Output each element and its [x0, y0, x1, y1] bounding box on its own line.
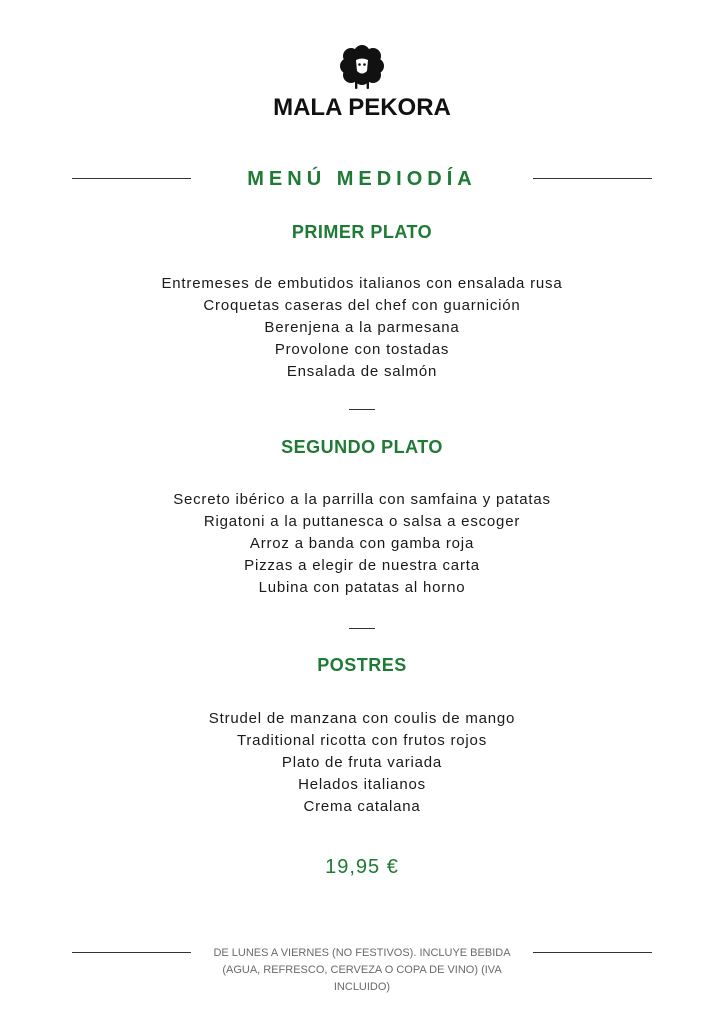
postres-list: [0, 708, 724, 818]
list-item: Traditional ricotta con frutos rojos: [236, 732, 487, 749]
list-item: Arroz a banda con gamba roja: [249, 535, 475, 552]
list-item: Entremeses de embutidos italianos con ensalada rusa: [161, 275, 563, 292]
list-item: Pizzas a elegir de nuestra carta: [244, 557, 480, 574]
list-item: Lubina con patatas al horno: [258, 579, 466, 596]
list-item: Plato de fruta variada: [281, 754, 443, 771]
list-item: Ensalada de salmón: [286, 363, 438, 380]
list-item: Berenjena a la parmesana: [264, 319, 460, 336]
section-divider: [349, 409, 375, 410]
section-title-segundo-plato: SEGUNDO PLATO: [281, 437, 443, 457]
list-item: Helados italianos: [298, 776, 426, 793]
list-item: Rigatoni a la puttanesca o salsa a escoger: [203, 513, 521, 530]
list-item: Secreto ibérico a la parrilla con samfaina y patatas: [173, 491, 551, 508]
segundo-plato-list: [0, 489, 724, 599]
list-item: Strudel de manzana con coulis de mango: [208, 710, 516, 727]
menu-price: 19,95 €: [325, 856, 399, 878]
list-item: Provolone con tostadas: [274, 341, 450, 358]
footer-rule-right: [533, 952, 652, 953]
footer-rule-left: [72, 952, 191, 953]
menu-title: MENÚ MEDIODÍA: [247, 168, 477, 190]
primer-plato-list: [0, 273, 724, 383]
section-title-postres: POSTRES: [317, 655, 407, 675]
section-title-primer-plato: PRIMER PLATO: [291, 222, 433, 242]
list-item: Croquetas caseras del chef con guarnición: [203, 297, 521, 314]
footer-note: DE LUNES A VIERNES (NO FESTIVOS). INCLUYE BEBIDA (AGUA, REFRESCO, CERVEZA O COPA DE VINO) (IVA INCLUIDO): [213, 947, 511, 993]
list-item: Crema catalana: [303, 798, 421, 815]
section-divider: [349, 628, 375, 629]
brand-logo: [0, 44, 724, 122]
brand-name: MALA PEKORA: [273, 94, 451, 121]
sheep-icon: [340, 44, 384, 90]
